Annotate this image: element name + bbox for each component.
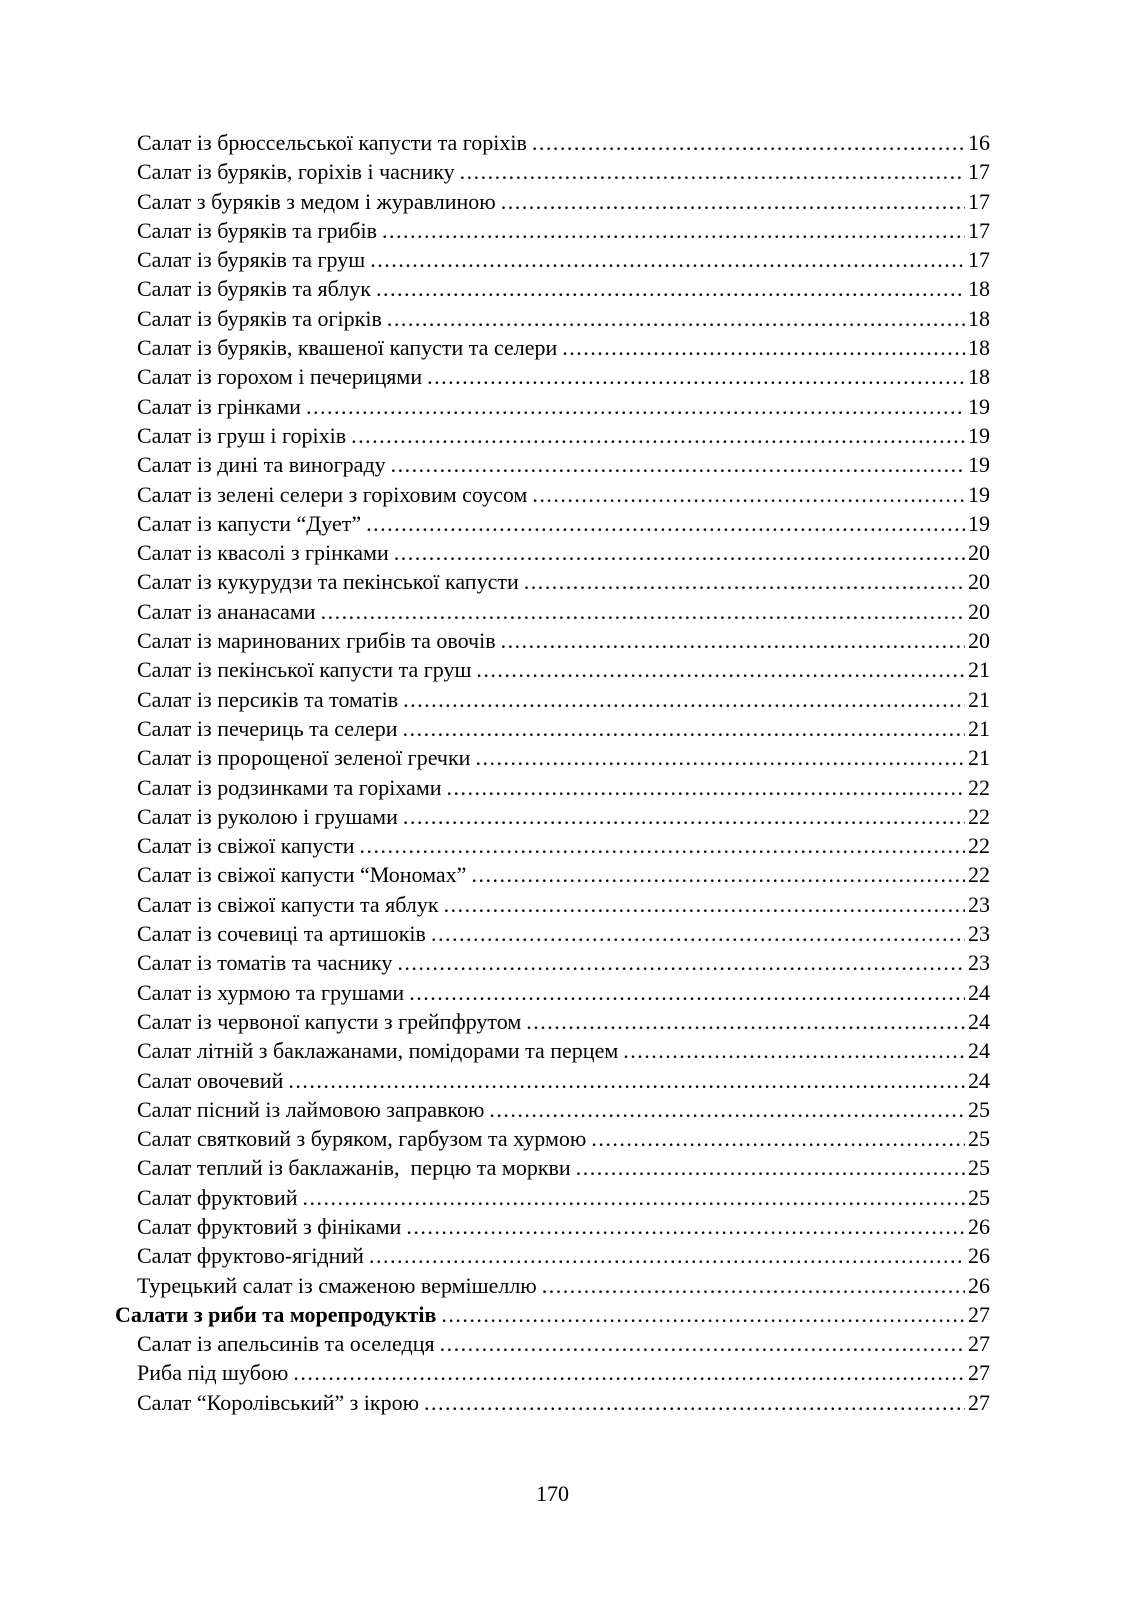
toc-entry: [115, 509, 990, 538]
toc-entry-page: 18: [968, 276, 990, 302]
dot-leader: [444, 890, 965, 919]
dot-leader: [475, 743, 965, 772]
toc-entry-page: 25: [968, 1126, 990, 1152]
toc-entry-page: 19: [968, 393, 990, 419]
dot-leader: [447, 773, 965, 802]
toc-entry-page: 17: [968, 159, 990, 185]
toc-entry-title: Турецький салат із смаженою вермішеллю: [137, 1272, 537, 1298]
dot-leader: [406, 1212, 965, 1241]
toc-entry-page: 17: [968, 247, 990, 273]
dot-leader: [562, 333, 965, 362]
dot-leader: [489, 1095, 965, 1124]
toc-entry-title: Салат із пекінської капусти та груш: [137, 657, 472, 683]
dot-leader: [591, 1124, 965, 1153]
toc-entry-title: Салат із хурмою та грушами: [137, 979, 405, 1005]
toc-entry-title: Салат із пророщеної зеленої гречки: [137, 745, 471, 771]
toc-entry-title: Салат фруктовий: [137, 1184, 298, 1210]
toc-entry-title: Салат із грінками: [137, 393, 301, 419]
toc-entry-page: 25: [968, 1096, 990, 1122]
toc-entry-page: 18: [968, 305, 990, 331]
toc-entry: [115, 655, 990, 684]
toc-entry-page: 21: [968, 657, 990, 683]
toc-entry: [115, 1124, 990, 1153]
table-of-contents: [115, 128, 990, 1417]
toc-entry-title: Салат із печериць та селери: [137, 715, 398, 741]
toc-entry-page: 16: [968, 130, 990, 155]
dot-leader: [403, 685, 965, 714]
toc-entry: [115, 187, 990, 216]
toc-entry: [115, 1036, 990, 1065]
toc-entry-title: Салат із руколою і грушами: [137, 803, 398, 829]
toc-entry: [115, 1241, 990, 1270]
dot-leader: [403, 714, 965, 743]
dot-leader: [576, 1153, 965, 1182]
dot-leader: [306, 392, 965, 421]
dot-leader: [623, 1036, 965, 1065]
toc-entry-title: Салат “Королівський” з ікрою: [137, 1389, 420, 1415]
toc-entry-title: Салат із маринованих грибів та овочів: [137, 628, 496, 654]
toc-entry-page: 25: [968, 1155, 990, 1181]
toc-entry-title: Салат із ананасами: [137, 598, 316, 624]
dot-leader: [409, 978, 965, 1007]
dot-leader: [360, 831, 965, 860]
toc-entry-title: Салат із буряків та грибів: [137, 217, 378, 243]
dot-leader: [366, 509, 965, 538]
toc-entry-title: Салат із квасолі з грінками: [137, 540, 389, 566]
toc-entry-page: 21: [968, 715, 990, 741]
dot-leader: [376, 274, 965, 303]
toc-entry-page: 19: [968, 422, 990, 448]
toc-entry-page: 24: [968, 979, 990, 1005]
toc-entry: [115, 245, 990, 274]
toc-entry: [115, 685, 990, 714]
toc-entry-title: Салат із буряків, горіхів і часнику: [137, 159, 455, 185]
dot-leader: [403, 802, 965, 831]
toc-entry-title: Салат із свіжої капусти: [137, 833, 355, 859]
dot-leader: [394, 538, 965, 567]
toc-entry-title: Салат фруктовий з фініками: [137, 1213, 402, 1239]
toc-entry-page: 22: [968, 833, 990, 859]
dot-leader: [501, 187, 965, 216]
toc-entry-page: 22: [968, 803, 990, 829]
dot-leader: [397, 948, 965, 977]
toc-entry-title: Салат із свіжої капусти “Мономах”: [137, 862, 467, 888]
toc-entry-page: 27: [968, 1389, 990, 1415]
toc-entry: [115, 1358, 990, 1387]
toc-entry-title: Салат теплий із баклажанів, перцю та моркви: [137, 1155, 571, 1181]
toc-entry-page: 17: [968, 217, 990, 243]
dot-leader: [288, 1066, 965, 1095]
toc-entry-page: 20: [968, 628, 990, 654]
toc-entry: [115, 128, 990, 157]
page-number: 170: [536, 1481, 569, 1507]
dot-leader: [460, 157, 965, 186]
toc-entry-title: Салат із зелені селери з горіховим соусом: [137, 481, 528, 507]
toc-entry-page: 22: [968, 862, 990, 888]
toc-entry-page: 24: [968, 1038, 990, 1064]
toc-entry: [115, 948, 990, 977]
toc-entry-title: Салат із томатів та часнику: [137, 950, 393, 976]
toc-entry-title: Салат із родзинками та горіхами: [137, 774, 442, 800]
toc-entry: [115, 831, 990, 860]
toc-entry-title: Салат із буряків, квашеної капусти та селери: [137, 335, 558, 361]
toc-entry-page: 26: [968, 1243, 990, 1269]
toc-entry: [115, 157, 990, 186]
toc-entry: [115, 978, 990, 1007]
toc-entry: [115, 1271, 990, 1300]
toc-entry-page: 17: [968, 188, 990, 214]
toc-entry: [115, 304, 990, 333]
toc-entry-title: Салат із капусти “Дует”: [137, 510, 362, 536]
toc-entry-page: 19: [968, 510, 990, 536]
toc-entry-title: Салат із червоної капусти з грейпфрутом: [137, 1008, 522, 1034]
toc-entry-page: 20: [968, 540, 990, 566]
toc-entry: [115, 450, 990, 479]
toc-entry: [115, 860, 990, 889]
toc-entry-page: 22: [968, 774, 990, 800]
toc-entry-title: Салат із кукурудзи та пекінської капусти: [137, 569, 519, 595]
toc-entry-title: Салат із буряків та груш: [137, 247, 366, 273]
toc-entry-page: 24: [968, 1067, 990, 1093]
toc-entry: [115, 1212, 990, 1241]
toc-entry: [115, 919, 990, 948]
dot-leader: [382, 216, 965, 245]
toc-entry: [115, 1183, 990, 1212]
toc-entry: [115, 362, 990, 391]
toc-entry: [115, 1300, 990, 1329]
dot-leader: [424, 1388, 965, 1417]
dot-leader: [476, 655, 965, 684]
dot-leader: [427, 362, 965, 391]
toc-entry: [115, 567, 990, 596]
dot-leader: [440, 1329, 965, 1358]
toc-entry: [115, 480, 990, 509]
toc-entry-page: 25: [968, 1184, 990, 1210]
toc-entry: [115, 1329, 990, 1358]
toc-entry-title: Салат фруктово-ягідний: [137, 1243, 364, 1269]
toc-entry-page: 18: [968, 364, 990, 390]
toc-entry-title: Салат із сочевиці та артишоків: [137, 921, 426, 947]
toc-entry: [115, 773, 990, 802]
dot-leader: [532, 128, 965, 157]
toc-entry-page: 26: [968, 1272, 990, 1298]
dot-leader: [526, 1007, 965, 1036]
dot-leader: [501, 626, 965, 655]
dot-leader: [471, 860, 965, 889]
toc-entry-page: 21: [968, 686, 990, 712]
toc-entry: [115, 890, 990, 919]
toc-entry: [115, 421, 990, 450]
toc-entry-title: Салат із персиків та томатів: [137, 686, 399, 712]
dot-leader: [387, 304, 965, 333]
toc-entry-title: Салат із груш і горіхів: [137, 422, 347, 448]
toc-entry-title: Салат святковий з буряком, гарбузом та хурмою: [137, 1126, 587, 1152]
toc-entry-page: 23: [968, 950, 990, 976]
toc-entry: [115, 538, 990, 567]
dot-leader: [542, 1271, 965, 1300]
toc-entry-page: 18: [968, 335, 990, 361]
toc-entry: [115, 1007, 990, 1036]
toc-entry: [115, 1066, 990, 1095]
dot-leader: [532, 480, 965, 509]
dot-leader: [391, 450, 965, 479]
dot-leader: [441, 1300, 965, 1329]
dot-leader: [351, 421, 965, 450]
toc-entry-title: Салат пісний із лаймовою заправкою: [137, 1096, 485, 1122]
toc-entry-title: Салат із буряків та яблук: [137, 276, 371, 302]
toc-entry: [115, 626, 990, 655]
dot-leader: [369, 1241, 965, 1270]
toc-entry-page: 24: [968, 1008, 990, 1034]
toc-entry-page: 23: [968, 891, 990, 917]
toc-entry-page: 21: [968, 745, 990, 771]
toc-entry-title: Салат овочевий: [137, 1067, 284, 1093]
toc-entry-page: 27: [968, 1301, 990, 1327]
toc-entry: [115, 743, 990, 772]
toc-entry-page: 20: [968, 569, 990, 595]
dot-leader: [370, 245, 965, 274]
dot-leader: [321, 597, 965, 626]
toc-entry: [115, 1388, 990, 1417]
toc-entry: [115, 333, 990, 362]
toc-entry-page: 23: [968, 921, 990, 947]
toc-entry-page: 27: [968, 1360, 990, 1386]
toc-entry: [115, 714, 990, 743]
toc-entry-page: 27: [968, 1331, 990, 1357]
toc-entry-page: 19: [968, 481, 990, 507]
dot-leader: [524, 567, 965, 596]
dot-leader: [293, 1358, 965, 1387]
toc-entry: [115, 802, 990, 831]
toc-entry-title: Салат з буряків з медом і журавлиною: [137, 188, 496, 214]
toc-entry: [115, 597, 990, 626]
dot-leader: [303, 1183, 965, 1212]
toc-entry-title: Салат із брюссельської капусти та горіхів: [137, 130, 527, 155]
toc-entry: [115, 392, 990, 421]
toc-entry-page: 20: [968, 598, 990, 624]
toc-entry: [115, 1095, 990, 1124]
toc-entry-title: Салат літній з баклажанами, помідорами та перцем: [137, 1038, 619, 1064]
dot-leader: [431, 919, 965, 948]
toc-entry: [115, 274, 990, 303]
toc-entry: [115, 1153, 990, 1182]
toc-entry-title: Салат із дині та винограду: [137, 452, 386, 478]
toc-entry-page: 26: [968, 1213, 990, 1239]
toc-entry-title: Салат із свіжої капусти та яблук: [137, 891, 439, 917]
toc-entry-title: Салат із апельсинів та оселедця: [137, 1331, 435, 1357]
toc-entry-page: 19: [968, 452, 990, 478]
toc-entry: [115, 216, 990, 245]
toc-entry-title: Салати з риби та морепродуктів: [115, 1301, 437, 1327]
toc-entry-title: Салат із горохом і печерицями: [137, 364, 423, 390]
toc-entry-title: Риба під шубою: [137, 1360, 289, 1386]
toc-entry-title: Салат із буряків та огірків: [137, 305, 382, 331]
